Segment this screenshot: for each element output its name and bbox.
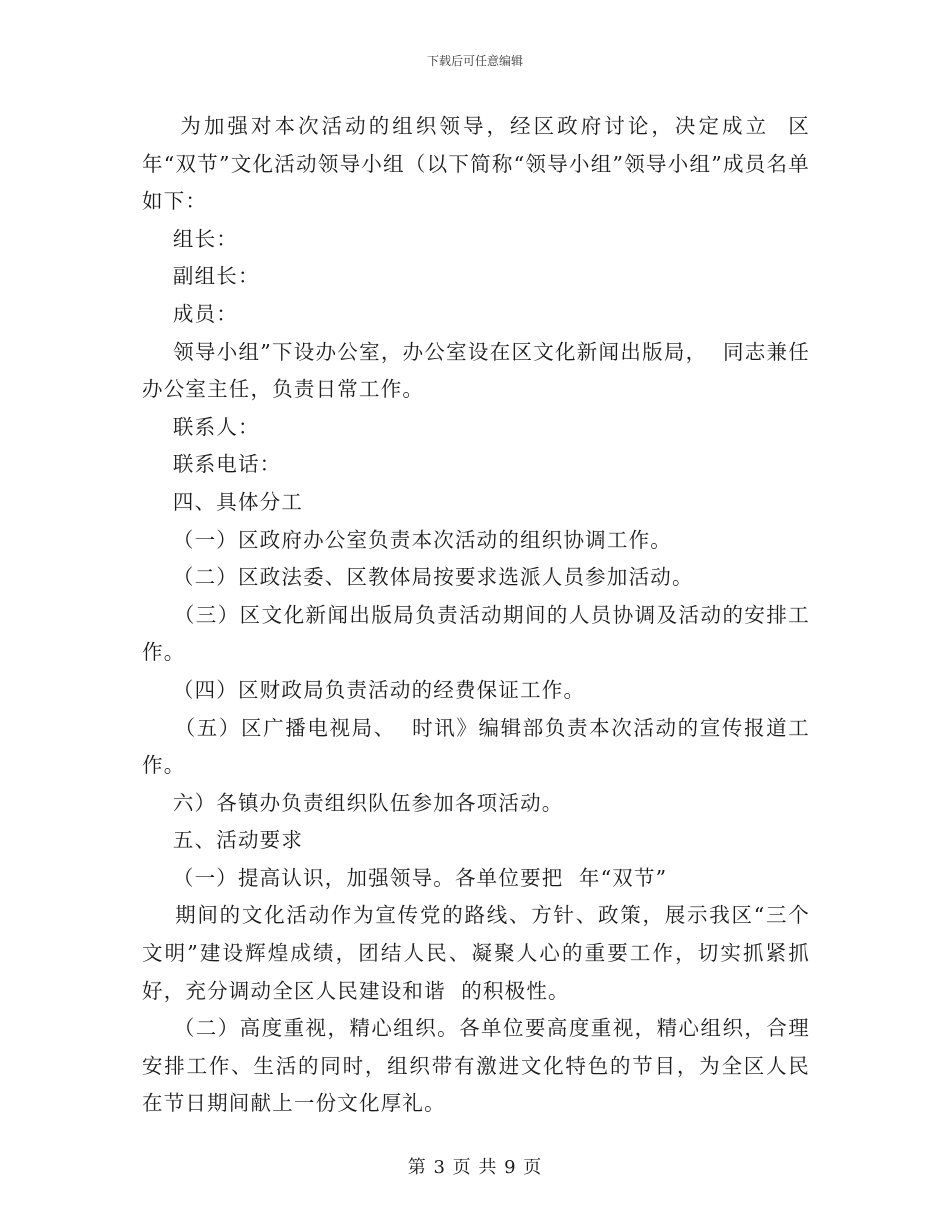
- paragraph-deputy-leader: 副组长：: [142, 264, 260, 289]
- paragraph-work-item-3: （三）区文化新闻出版局负责活动期间的人员协调及活动的安排工作。: [142, 602, 810, 665]
- paragraph-office: 领导小组”下设办公室，办公室设在区文化新闻出版局， 同志兼任办公室主任，负责日常工作。: [142, 339, 810, 402]
- paragraph-requirement-1-body: 期间的文化活动作为宣传党的路线、方针、政策，展示我区“三个文明”建设辉煌成绩，团结人民、凝聚人心的重要工作，切实抓紧抓好，充分调动全区人民建设和谐 的积极性。: [142, 903, 811, 1003]
- paragraph-work-item-2: （二）区政法委、区教体局按要求选派人员参加活动。: [142, 565, 694, 590]
- paragraph-requirement-1-title: （一）提高认识，加强领导。各单位要把 年“双节”: [142, 865, 668, 890]
- document-body: [142, 108, 826, 1123]
- paragraph-work-item-6: 六）各镇办负责组织队伍参加各项活动。: [142, 790, 564, 815]
- paragraph-work-item-1: （一）区政府办公室负责本次活动的组织协调工作。: [142, 527, 672, 552]
- paragraph-work-item-4: （四）区财政局负责活动的经费保证工作。: [142, 677, 586, 702]
- paragraph-work-item-5: （五）区广播电视局、 时讯》编辑部负责本次活动的宣传报道工作。: [142, 715, 810, 778]
- paragraph-contact-phone: 联系电话：: [142, 452, 282, 477]
- section-heading-division-of-work: 四、具体分工: [142, 489, 304, 514]
- paragraph-members: 成员：: [142, 301, 238, 326]
- paragraph-group-leader: 组长：: [142, 226, 238, 251]
- section-heading-requirements: 五、活动要求: [142, 828, 304, 853]
- page-number: 第 3 页 共 9 页: [407, 1157, 543, 1178]
- paragraph-contact-person: 联系人：: [142, 414, 260, 439]
- paragraph-requirement-2: （二）高度重视，精心组织。各单位要高度重视，精心组织，合理安排工作、生活的同时，组织带有激进文化特色的节目，为全区人民在节日期间献上一份文化厚礼。: [142, 1016, 810, 1116]
- page-header-note: 下载后可任意编辑: [426, 54, 523, 68]
- paragraph-leading-group-intro: 为加强对本次活动的组织领导，经区政府讨论，决定成立 区 年“双节”文化活动领导小组（以下简称“领导小组”领导小组”成员名单如下：: [142, 114, 826, 214]
